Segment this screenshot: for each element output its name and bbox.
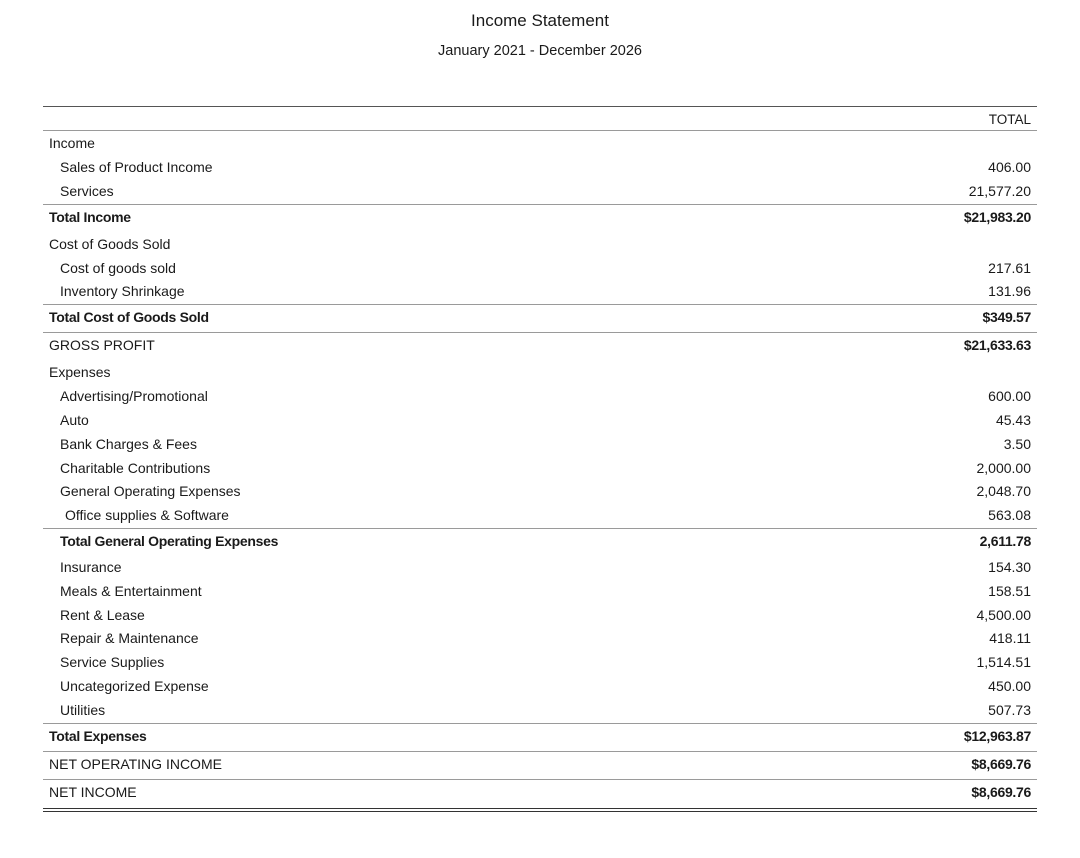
account-label: Service Supplies bbox=[60, 654, 165, 671]
report-period: January 2021 - December 2026 bbox=[438, 43, 642, 59]
summary-amount: $8,669.76 bbox=[971, 783, 1031, 800]
table-row bbox=[43, 627, 1037, 651]
table-row bbox=[43, 385, 1037, 409]
account-label: Charitable Contributions bbox=[60, 459, 211, 476]
total-amount: $349.57 bbox=[982, 309, 1031, 326]
account-label: Utilities bbox=[60, 701, 106, 718]
account-label: Sales of Product Income bbox=[60, 159, 213, 175]
summary-label: GROSS PROFIT bbox=[49, 337, 155, 354]
section-heading-income bbox=[43, 131, 1037, 156]
account-label: Uncategorized Expense bbox=[60, 677, 209, 694]
total-amount: $21,983.20 bbox=[963, 208, 1031, 225]
column-header-row bbox=[43, 106, 1037, 131]
section-heading-label: Income bbox=[49, 135, 95, 151]
account-amount: 406.00 bbox=[988, 159, 1031, 175]
account-label: Inventory Shrinkage bbox=[60, 283, 185, 300]
account-amount: 21,577.20 bbox=[968, 182, 1031, 199]
account-amount: 418.11 bbox=[989, 630, 1031, 647]
account-label: Repair & Maintenance bbox=[60, 630, 199, 647]
account-amount: 3.50 bbox=[1003, 435, 1031, 452]
summary-amount: $21,633.63 bbox=[963, 337, 1031, 354]
total-expenses-row bbox=[43, 723, 1037, 751]
total-amount: 2,611.78 bbox=[979, 532, 1031, 549]
gross-profit-row bbox=[43, 332, 1037, 360]
account-amount: 154.30 bbox=[988, 558, 1031, 575]
account-amount: 563.08 bbox=[988, 507, 1031, 524]
account-amount: 600.00 bbox=[988, 388, 1031, 405]
account-label: Rent & Lease bbox=[60, 606, 145, 623]
account-amount: 2,048.70 bbox=[976, 483, 1031, 500]
total-general-operating-row bbox=[43, 528, 1037, 556]
income-statement-table bbox=[43, 106, 1037, 812]
table-row bbox=[43, 156, 1037, 180]
double-underline-divider bbox=[43, 808, 1037, 812]
account-amount: 450.00 bbox=[988, 677, 1031, 694]
account-label: Cost of goods sold bbox=[60, 259, 176, 276]
column-header-total: TOTAL bbox=[988, 112, 1031, 127]
account-label: Office supplies & Software bbox=[65, 507, 229, 524]
table-row bbox=[43, 556, 1037, 580]
account-amount: 4,500.00 bbox=[976, 606, 1031, 623]
section-heading-label: Cost of Goods Sold bbox=[49, 235, 171, 252]
summary-label: NET OPERATING INCOME bbox=[49, 755, 222, 772]
table-row bbox=[43, 699, 1037, 723]
table-row bbox=[43, 504, 1037, 528]
table-row bbox=[43, 675, 1037, 699]
section-heading-expenses bbox=[43, 360, 1037, 385]
total-label: Total Income bbox=[49, 208, 131, 225]
account-amount: 507.73 bbox=[988, 701, 1031, 718]
total-cogs-row bbox=[43, 304, 1037, 332]
account-label: General Operating Expenses bbox=[60, 483, 241, 500]
account-amount: 2,000.00 bbox=[976, 459, 1031, 476]
table-row bbox=[43, 433, 1037, 457]
account-amount: 45.43 bbox=[995, 411, 1031, 428]
account-amount: 131.96 bbox=[988, 283, 1031, 300]
table-row bbox=[43, 457, 1037, 481]
account-amount: 217.61 bbox=[988, 259, 1031, 276]
table-row bbox=[43, 580, 1037, 604]
report-title: Income Statement bbox=[471, 11, 609, 30]
account-label: Insurance bbox=[60, 558, 122, 575]
account-amount: 1,514.51 bbox=[976, 654, 1031, 671]
account-label: Services bbox=[60, 182, 114, 199]
summary-label: NET INCOME bbox=[49, 783, 137, 800]
total-label: Total Cost of Goods Sold bbox=[49, 309, 209, 326]
table-row bbox=[43, 180, 1037, 204]
total-label: Total Expenses bbox=[49, 727, 147, 744]
section-heading-label: Expenses bbox=[49, 364, 111, 381]
account-label: Meals & Entertainment bbox=[60, 582, 202, 599]
table-row bbox=[43, 257, 1037, 281]
total-income-row bbox=[43, 204, 1037, 232]
net-income-row bbox=[43, 779, 1037, 807]
account-label: Advertising/Promotional bbox=[60, 388, 208, 405]
total-label: Total General Operating Expenses bbox=[60, 532, 279, 549]
net-operating-income-row bbox=[43, 751, 1037, 779]
summary-amount: $8,669.76 bbox=[971, 755, 1031, 772]
table-row bbox=[43, 480, 1037, 504]
table-row bbox=[43, 604, 1037, 628]
table-row bbox=[43, 280, 1037, 304]
account-label: Auto bbox=[60, 411, 89, 428]
account-label: Bank Charges & Fees bbox=[60, 435, 197, 452]
table-row bbox=[43, 409, 1037, 433]
total-amount: $12,963.87 bbox=[963, 727, 1031, 744]
section-heading-cogs bbox=[43, 232, 1037, 257]
account-amount: 158.51 bbox=[988, 582, 1031, 599]
table-row bbox=[43, 651, 1037, 675]
